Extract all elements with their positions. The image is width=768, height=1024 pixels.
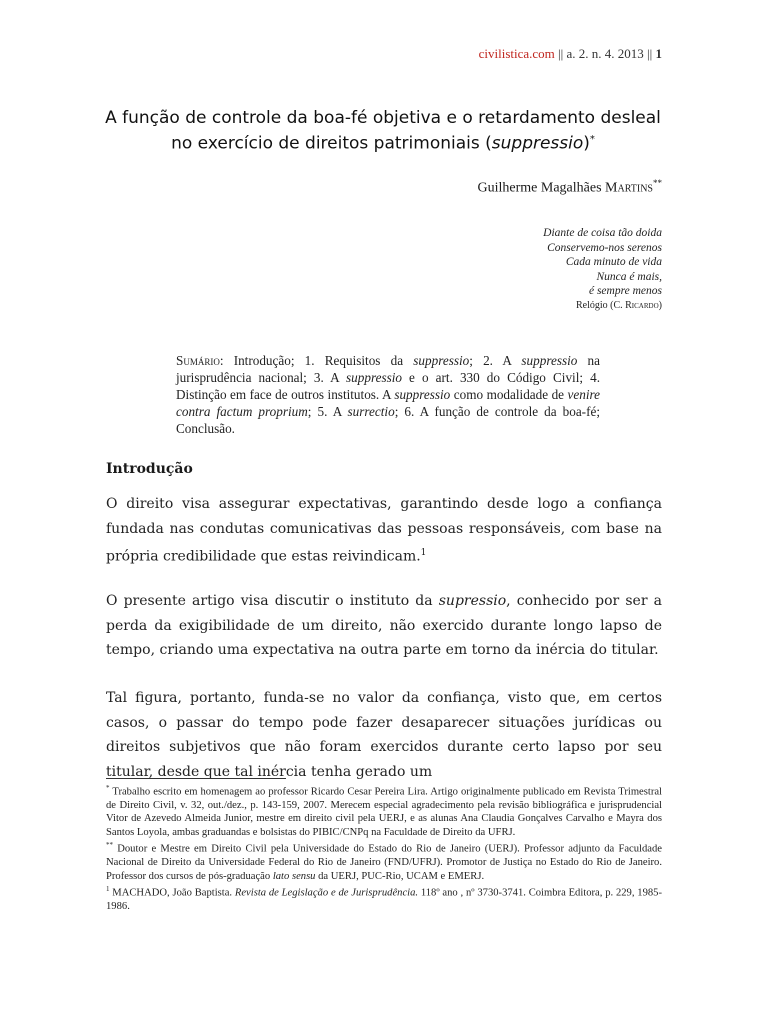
- summary-term: venire contra factum proprium: [176, 387, 601, 419]
- footnote-divider: [106, 778, 286, 779]
- title-footnote-mark[interactable]: *: [589, 134, 595, 145]
- summary-term: suppressio: [413, 353, 470, 368]
- summary-term: suppressio: [346, 370, 402, 385]
- author-byline: [478, 178, 662, 197]
- footnote-text: Doutor e Mestre em Direito Civil pela Universidade do Estado do Rio de Janeiro (UERJ). Professor adjunto da Faculdade Nacional de Direito da Universidade Federal do Rio de Janeiro (FND/UFRJ). Promotor de Justiça no Estado do Rio de Janeiro. Professor dos cursos de pós-graduação: [106, 843, 662, 882]
- footnote-ref-1[interactable]: 1: [420, 548, 427, 558]
- footnote-text: da UERJ, PUC-Rio, UCAM e EMERJ.: [315, 870, 485, 882]
- paragraph-text: O presente artigo visa discutir o instituto da: [106, 593, 439, 609]
- journal-site-link[interactable]: civilistica.com: [478, 46, 555, 61]
- issue-info: a. 2. n. 4. 2013: [566, 46, 644, 61]
- footnote-text: 118º ano , nº 3730-3741. Coimbra Editora, p. 229, 1985-1986.: [106, 887, 662, 912]
- summary-term: surrectio: [347, 404, 395, 419]
- epigraph-line: é sempre menos: [588, 285, 662, 297]
- summary-term: suppressio: [394, 387, 451, 402]
- epigraph-line: Cada minuto de vida: [565, 256, 662, 268]
- header-separator: ||: [554, 46, 567, 61]
- article-title: [80, 108, 686, 155]
- title-line-1: A função de controle da boa-fé objetiva e o retardamento desleal: [105, 108, 661, 128]
- title-text: no exercício de direitos patrimoniais (: [171, 133, 492, 154]
- title-line-2: [80, 129, 686, 155]
- author-name: Guilherme Magalhães: [477, 180, 606, 196]
- epigraph-credit: [543, 299, 662, 314]
- credit-text: ): [658, 299, 662, 311]
- author-footnote-mark[interactable]: **: [653, 178, 662, 188]
- epigraph-line: Diante de coisa tão doida: [543, 227, 662, 239]
- title-text: ): [583, 133, 590, 154]
- summary-text: e o art. 330 do Código Civil; 4. Distinção em face de outros institutos. A: [176, 370, 600, 402]
- footnote-mark: 1: [106, 884, 110, 893]
- paragraph-text: , conhecido por ser a perda da exigibilidade de um direito, não exercido durante longo lapso de tempo, criando uma expectativa na outra parte em torno da inércia do titular.: [106, 593, 662, 658]
- footnotes: [106, 782, 662, 913]
- credit-author: Ricardo: [625, 299, 659, 311]
- summary-text: na jurisprudência nacional; 3. A: [176, 353, 600, 385]
- epigraph-line: Conservemo-nos serenos: [547, 241, 662, 254]
- footnote-mark: *: [106, 784, 110, 792]
- summary-text: ; 5. A: [307, 404, 348, 419]
- footnote-text: Trabalho escrito em homenagem ao professor Ricardo Cesar Pereira Lira. Artigo originalmente publicado em Revista Trimestral de Direito Civil, v. 32, out./dez., p. 143-159, 2007. Merecem especial agradecimento pela revisão bibliográfica e jurisprudencial Vitor de Azevedo Almeida Junior, mestre em direito civil pela UERJ, e as alunas Ana Claudia Gonçalves Carvalho e Mayra dos Santos Loyola, ambas graduandas e bolsistas do PIBIC/CNPq na Faculdade de Direito da UFRJ.: [106, 786, 662, 838]
- summary-block: [176, 352, 600, 437]
- header-separator: ||: [643, 46, 656, 61]
- footnote-term: Revista de Legislação e de Jurisprudência.: [234, 887, 419, 899]
- credit-text: Relógio (C.: [575, 299, 626, 311]
- summary-text: ; 6. A função de controle da boa-fé; Conclusão.: [176, 404, 600, 436]
- epigraph-line: Nunca é mais,: [596, 270, 662, 283]
- author-surname: Martins: [605, 180, 653, 196]
- paragraph-term: supressio: [438, 593, 507, 609]
- body-paragraph-2: [106, 589, 662, 663]
- body-paragraph-3: Tal figura, portanto, funda-se no valor da confiança, visto que, em certos casos, o passar do tempo pode fazer desaparecer situações jurídicas ou direitos subjetivos que não foram exercidos durante certo lapso por seu titular, desde que tal inércia tenha gerado um: [106, 690, 662, 780]
- footnote-2: [106, 839, 662, 883]
- summary-text: como modalidade de: [450, 387, 568, 402]
- footnote-term: lato sensu: [272, 870, 316, 882]
- body-paragraph-1: [106, 492, 662, 569]
- epigraph: [543, 226, 662, 313]
- footnote-1: [106, 782, 662, 839]
- footnote-3: [106, 883, 662, 913]
- footnote-mark: **: [106, 841, 113, 850]
- paragraph-text: O direito visa assegurar expectativas, garantindo desde logo a confiança fundada nas condutas comunicativas das pessoas responsáveis, com base na própria credibilidade que estas reivindicam.: [106, 496, 662, 565]
- section-heading: Introdução: [106, 461, 193, 477]
- summary-text: : Introdução; 1. Requisitos da: [219, 353, 414, 368]
- page-number: 1: [655, 46, 662, 61]
- summary-text: ; 2. A: [469, 353, 522, 368]
- running-header: [479, 46, 662, 62]
- summary-term: suppressio: [521, 353, 578, 368]
- title-italic-term: suppressio: [491, 133, 584, 154]
- footnote-text: MACHADO, João Baptista.: [109, 887, 235, 899]
- summary-label: Sumário: [176, 353, 220, 368]
